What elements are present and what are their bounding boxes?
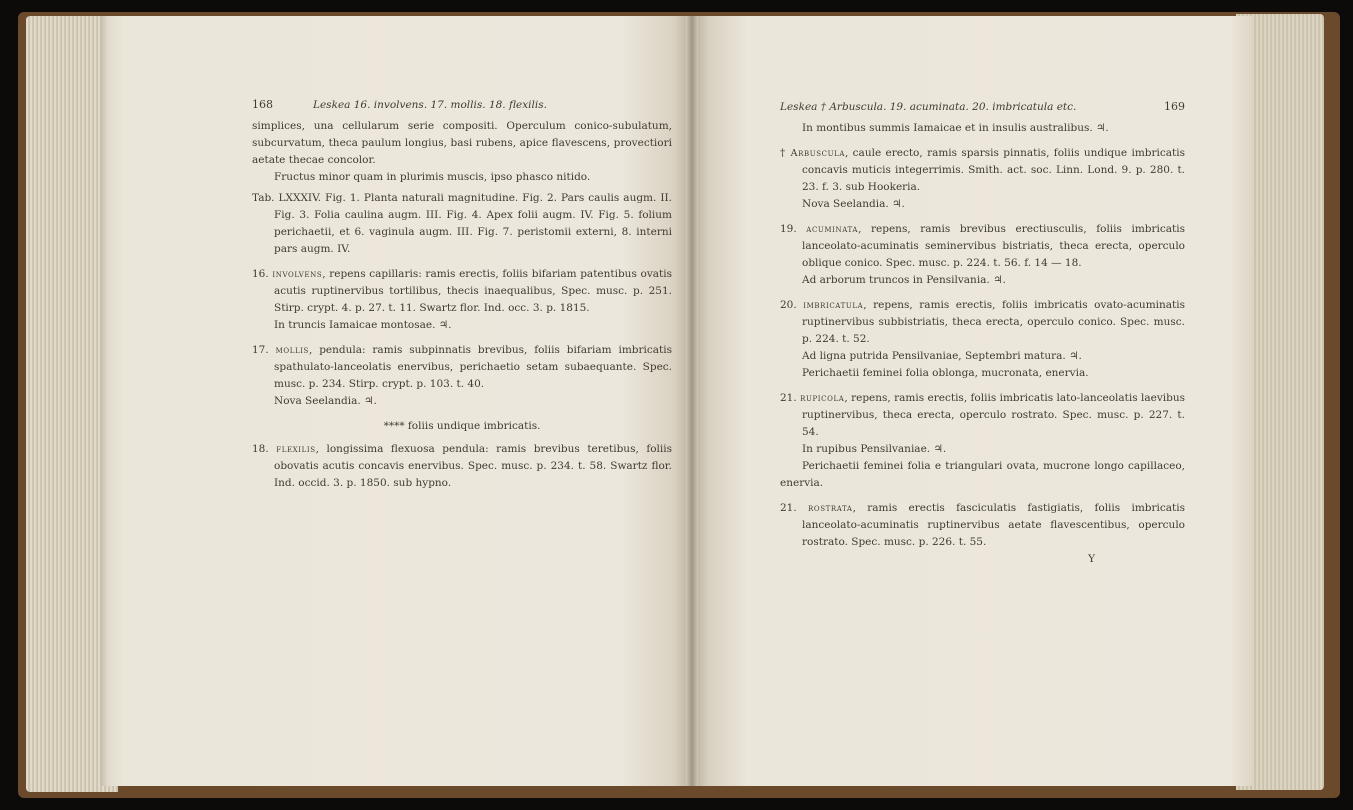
running-title: Leskea † Arbuscula. 19. acuminata. 20. imbricatula etc. <box>780 101 1077 113</box>
species-name: Arbuscula <box>790 148 845 159</box>
species-entry-17 <box>252 342 672 393</box>
habitat-line: Ad ligna putrida Pensilvaniae, Septembri matura. ♃. <box>802 350 1082 362</box>
right-page <box>692 16 1252 786</box>
habitat-line: In truncis Iamaicae montosae. ♃. <box>274 319 452 331</box>
species-entry-21-rupicola <box>780 390 1185 441</box>
entry-text: , repens, ramis brevibus erectiusculis, foliis imbricatis lanceolato-acuminatis seminervibus bistriatis, theca erecta, operculo oblique conico. Spec. musc. p. 224. t. 56. f. 14 — 18. <box>802 223 1186 269</box>
signature-mark: Y <box>1088 553 1095 565</box>
running-title: Leskea 16. involvens. 17. mollis. 18. flexilis. <box>313 99 547 111</box>
entry-number: 18. <box>252 443 269 455</box>
section-heading: **** foliis undique imbricatis. <box>383 420 541 432</box>
entry-number: 21. <box>780 502 797 514</box>
entry-text: , ramis erectis fasciculatis fastigiatis, foliis imbricatis lanceolato-acuminatis ruptinervibus aetate flavescentibus, operculo rostrato. Spec. musc. p. 226. t. 55. <box>802 502 1185 548</box>
left-page <box>100 16 692 786</box>
entry-text: , repens, ramis erectis, foliis imbricatis lato-lanceolatis laevibus ruptinervibus, theca erecta, operculo rostrato. Spec. musc. p. 227. t. 54. <box>802 392 1186 438</box>
species-name: rupicola <box>800 393 845 404</box>
habitat-line: Nova Seelandia. ♃. <box>274 395 377 407</box>
book-gutter <box>686 16 698 786</box>
species-name: imbricatula <box>803 300 864 311</box>
species-name: acuminata <box>806 224 859 235</box>
species-name: rostrata <box>808 503 853 514</box>
right-page-text <box>780 98 1185 568</box>
species-entry-arbuscula <box>780 145 1185 196</box>
entry-number: 21. <box>780 392 797 404</box>
habitat-line: In rupibus Pensilvaniae. ♃. <box>802 443 947 455</box>
species-entry-19 <box>780 221 1185 272</box>
habitat-line: In montibus summis Iamaicae et in insulis australibus. ♃. <box>802 122 1109 134</box>
entry-text: , longissima flexuosa pendula: ramis brevibus teretibus, foliis obovatis acutis concavis enervibus. Spec. musc. p. 234. t. 58. Swartz flor. Ind. occid. 3. p. 1850. sub hypno. <box>274 443 672 489</box>
entry-text: , caule erecto, ramis sparsis pinnatis, foliis undique imbricatis concavis muticis integerrimis. Smith. act. soc. Linn. Lond. 9. p. 280. t. 23. f. 3. sub Hookeria. <box>802 147 1186 193</box>
species-name: flexilis <box>276 444 316 455</box>
page-shadow <box>100 16 108 786</box>
left-page-text <box>252 96 672 492</box>
species-entry-20 <box>780 297 1185 348</box>
species-entry-21-rostrata <box>780 500 1185 551</box>
continuation-paragraph: simplices, una cellularum serie compositi. Operculum conico-subulatum, subcurvatum, theca paulum longius, basi rubens, apice flavescens, provectiori aetate thecae concolor. <box>252 120 672 166</box>
plate-reference: Tab. LXXXIV. Fig. 1. Planta naturali magnitudine. Fig. 2. Pars caulis augm. II. Fig. 3. Folia caulina augm. III. Fig. 4. Apex folii augm. IV. Fig. 5. folium perichaetii, et 6. vaginula augm. III. Fig. 7. peristomii externi, 8. interni pars augm. IV. <box>252 192 672 255</box>
habitat-line: Nova Seelandia. ♃. <box>802 198 905 210</box>
right-page-header <box>780 98 1185 120</box>
entry-number: 16. <box>252 268 269 280</box>
perichaetium-note: Perichaetii feminei folia oblonga, mucronata, enervia. <box>802 367 1089 379</box>
species-entry-16 <box>252 266 672 317</box>
entry-text: , repens capillaris: ramis erectis, foliis bifariam patentibus ovatis acutis ruptinervibus tortilibus, thecis inaequalibus, Spec. musc. p. 251. Stirp. crypt. 4. p. 27. t. 11. Swartz flor. Ind. occ. 3. p. 1815. <box>274 268 672 314</box>
entry-text: , repens, ramis erectis, foliis imbricatis ovato-acuminatis ruptinervibus subbistriatis, theca erecta, operculo conico. Spec. musc. p. 224. t. 52. <box>802 299 1185 345</box>
entry-number: 17. <box>252 344 269 356</box>
entry-number: † <box>780 147 787 159</box>
habitat-line: Ad arborum truncos in Pensilvania. ♃. <box>802 274 1006 286</box>
page-number: 169 <box>1164 100 1185 113</box>
entry-text: , pendula: ramis subpinnatis brevibus, foliis bifariam imbricatis spathulato-lanceolatis enervibus, perichaetio setam subaequante. Spec. musc. p. 234. Stirp. crypt. p. 103. t. 40. <box>274 344 672 390</box>
page-number: 168 <box>252 98 273 111</box>
entry-number: 19. <box>780 223 797 235</box>
left-page-header <box>252 96 672 118</box>
species-name: involvens <box>272 269 323 280</box>
fructus-note: Fructus minor quam in plurimis muscis, ipso phasco nitido. <box>274 171 591 183</box>
entry-number: 20. <box>780 299 797 311</box>
perichaetium-note: Perichaetii feminei folia e triangulari ovata, mucrone longo capillaceo, enervia. <box>780 460 1185 489</box>
species-name: mollis <box>275 345 309 356</box>
species-entry-18 <box>252 441 672 492</box>
